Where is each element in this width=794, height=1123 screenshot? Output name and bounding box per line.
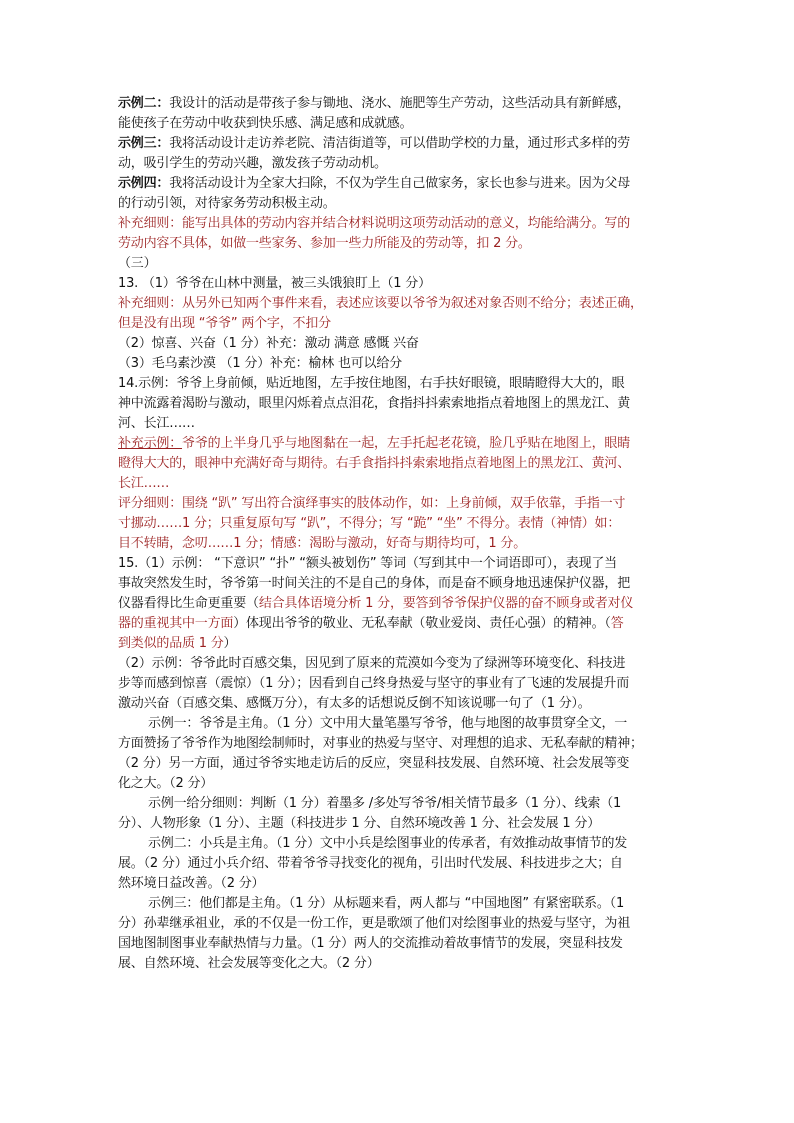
q15-part1-line-4 — [118, 614, 683, 634]
q15-part2-line-3: 激动兴奋（百感交集、感慨万分），有太多的话想说反倒不知该说哪一句了（1 分）。 — [118, 696, 591, 711]
q13-rule-line-2: 但是没有出现 “爷爷” 两个字，不扣分 — [118, 316, 331, 331]
q15-example1-rule-line-2: 分）、人物形象（1 分）、主题（科技进步 1 分、自然环境改善 1 分、社会发展 1 分） — [118, 816, 601, 831]
supplement-rule-line-1: 补充细则：能写出具体的劳动内容并结合材料说明这项劳动活动的意义，均能给满分。写的 — [118, 216, 631, 231]
example-two-label: 示例二： — [118, 96, 170, 111]
q14-supplement-line-1 — [118, 434, 683, 454]
example-two-text: 我设计的活动是带孩子参与锄地、浇水、施肥等生产劳动，这些活动具有新鲜感， — [169, 96, 631, 111]
q14-rule-line-2: 寸挪动……1 分；只重复原句写 “趴”，不得分；写 “跪” “坐” 不得分。表情（神情）如： — [118, 516, 621, 531]
example-three-line-1 — [118, 134, 683, 154]
q13-part3: （3）毛乌素沙漠 （1 分）补充：榆林 也可以给分 — [118, 356, 402, 371]
supplement-example-text: 爷爷的上半身几乎与地图黏在一起，左手托起老花镜，脸几乎贴在地图上，眼睛 — [182, 436, 631, 451]
example-two-line-2: 能使孩子在劳动中收获到快乐感、满足感和成就感。 — [118, 116, 413, 131]
q13-part2: （2）惊喜、兴奋（1 分）补充：激动 满意 感慨 兴奋 — [118, 336, 419, 351]
example-four-line-1 — [118, 174, 683, 194]
example-four-text: 我将活动设计为全家大扫除，不仅为学生自己做家务，家长也参与进来。因为父母 — [169, 176, 631, 191]
example-three-line-2: 动，吸引学生的劳动兴趣，激发孩子劳动动机。 — [118, 156, 387, 171]
example-three-text: 我将活动设计走访养老院、清洁街道等，可以借助学校的力量，通过形式多样的劳 — [169, 136, 631, 151]
example-three-label: 示例三： — [118, 136, 170, 151]
q15-example3-line-1: 示例三：他们都是主角。（1 分）从标题来看，两人都与 “中国地图” 有紧密联系。（1 — [148, 896, 625, 911]
q14-rule-line-3: 目不转睛，念叨……1 分；情感：渴盼与激动，好奇与期待均可，1 分。 — [118, 536, 527, 551]
supplement-example-label: 补充示例： — [118, 436, 183, 451]
q14-supplement-line-2: 瞪得大大的，眼神中充满好奇与期待。右手食指抖抖索索地指点着地图上的黑龙江、黄河、 — [118, 456, 631, 471]
q15-rule-d: 到类似的品质 1 分 — [118, 636, 224, 651]
q13-rule-line-1: 补充细则：从另外已知两个事件来看，表述应该要以爷爷为叙述对象否则不给分；表述正确， — [118, 296, 643, 311]
example-four-label: 示例四： — [118, 176, 170, 191]
q15-text-c: ） — [223, 636, 237, 651]
q15-example3-line-2: 分）孙辈继承祖业，承的不仅是一份工作，更是歌颂了他们对绘图事业的热爱与坚守，为祖 — [118, 916, 631, 931]
q15-text-b: ）体现出爷爷的敬业、无私奉献（敬业爱岗、责任心强）的精神。（ — [233, 616, 611, 631]
q14-line-3: 河、长江…… — [118, 416, 195, 431]
q15-example2-line-2: 展。（2 分）通过小兵介绍、带着爷爷寻找变化的视角，引出时代发展、科技进步之大；自 — [118, 856, 623, 871]
q15-example1-line-2: 方面赞扬了爷爷作为地图绘制师时，对事业的热爱与坚守、对理想的追求、无私奉献的精神； — [118, 736, 643, 751]
q15-rule-c: 答 — [610, 616, 624, 631]
q14-rule-line-1: 评分细则：围绕 “趴” 写出符合演绎事实的肢体动作，如：上身前倾，双手依靠，手指一寸 — [118, 496, 626, 511]
q15-part1-line-1: 15.（1）示例： “下意识” “扑” “额头被划伤” 等词（写到其中一个词语即可），表现了当 — [118, 556, 617, 571]
q15-example3-line-4: 展、自然环境、社会发展等变化之大。（2 分） — [118, 956, 380, 971]
q15-example1-line-3: （2 分）另一方面，通过爷爷实地走访后的反应，突显科技发展、自然环境、社会发展等变 — [118, 756, 630, 771]
example-four-line-2: 的行动引领，对待家务劳动积极主动。 — [118, 196, 336, 211]
q15-example3-line-3: 国地图制图事业奉献热情与力量。（1 分）两人的交流推动着故事情节的发展，突显科技发 — [118, 936, 623, 951]
q15-part2-line-2: 步等而感到惊喜（震惊）（1 分）；因看到自己终身热爱与坚守的事业有了飞速的发展提升而 — [118, 676, 630, 691]
q14-supplement-line-3: 长江…… — [118, 476, 170, 491]
q15-rule-a: 结合具体语境分析 1 分，要答到爷爷保护仪器的奋不顾身或者对仪 — [258, 596, 634, 611]
q15-example1-rule-line-1: 示例一给分细则：判断（1 分）着墨多 /多处写爷爷/相关情节最多（1 分）、线索（1 — [148, 796, 622, 811]
answer-document — [118, 94, 683, 974]
q14-line-2: 神中流露着渴盼与激动，眼里闪烁着点点泪花，食指抖抖索索地指点着地图上的黑龙江、黄 — [118, 396, 631, 411]
q15-part1-line-2: 事故突然发生时，爷爷第一时间关注的不是自己的身体，而是奋不顾身地迅速保护仪器，把 — [118, 576, 631, 591]
q13-part1: 13. （1）爷爷在山林中测量，被三头饿狼盯上（1 分） — [118, 276, 431, 291]
q15-example1-line-4: 化之大。（2 分） — [118, 776, 214, 791]
q15-text-a: 仪器看得比生命更重要（ — [118, 596, 259, 611]
q15-example1-line-1: 示例一：爷爷是主角。（1 分）文中用大量笔墨写爷爷，他与地图的故事贯穿全文，一 — [148, 716, 628, 731]
example-two-line-1 — [118, 94, 683, 114]
section-three-heading: （三） — [118, 256, 157, 271]
q15-example2-line-1: 示例二：小兵是主角。（1 分）文中小兵是绘图事业的传承者，有效推动故事情节的发 — [148, 836, 628, 851]
q15-part1-line-3 — [118, 594, 683, 614]
q14-line-1: 14.示例：爷爷上身前倾，贴近地图，左手按住地图，右手扶好眼镜，眼睛瞪得大大的，眼 — [118, 376, 625, 391]
supplement-rule-line-2: 劳动内容不具体，如做一些家务、参加一些力所能及的劳动等，扣 2 分。 — [118, 236, 531, 251]
q15-rule-b: 器的重视其中一方面 — [118, 616, 234, 631]
q15-part2-line-1: （2）示例：爷爷此时百感交集，因见到了原来的荒漠如今变为了绿洲等环境变化、科技进 — [118, 656, 626, 671]
q15-part1-line-5 — [118, 634, 683, 654]
q15-example2-line-3: 然环境日益改善。（2 分） — [118, 876, 265, 891]
